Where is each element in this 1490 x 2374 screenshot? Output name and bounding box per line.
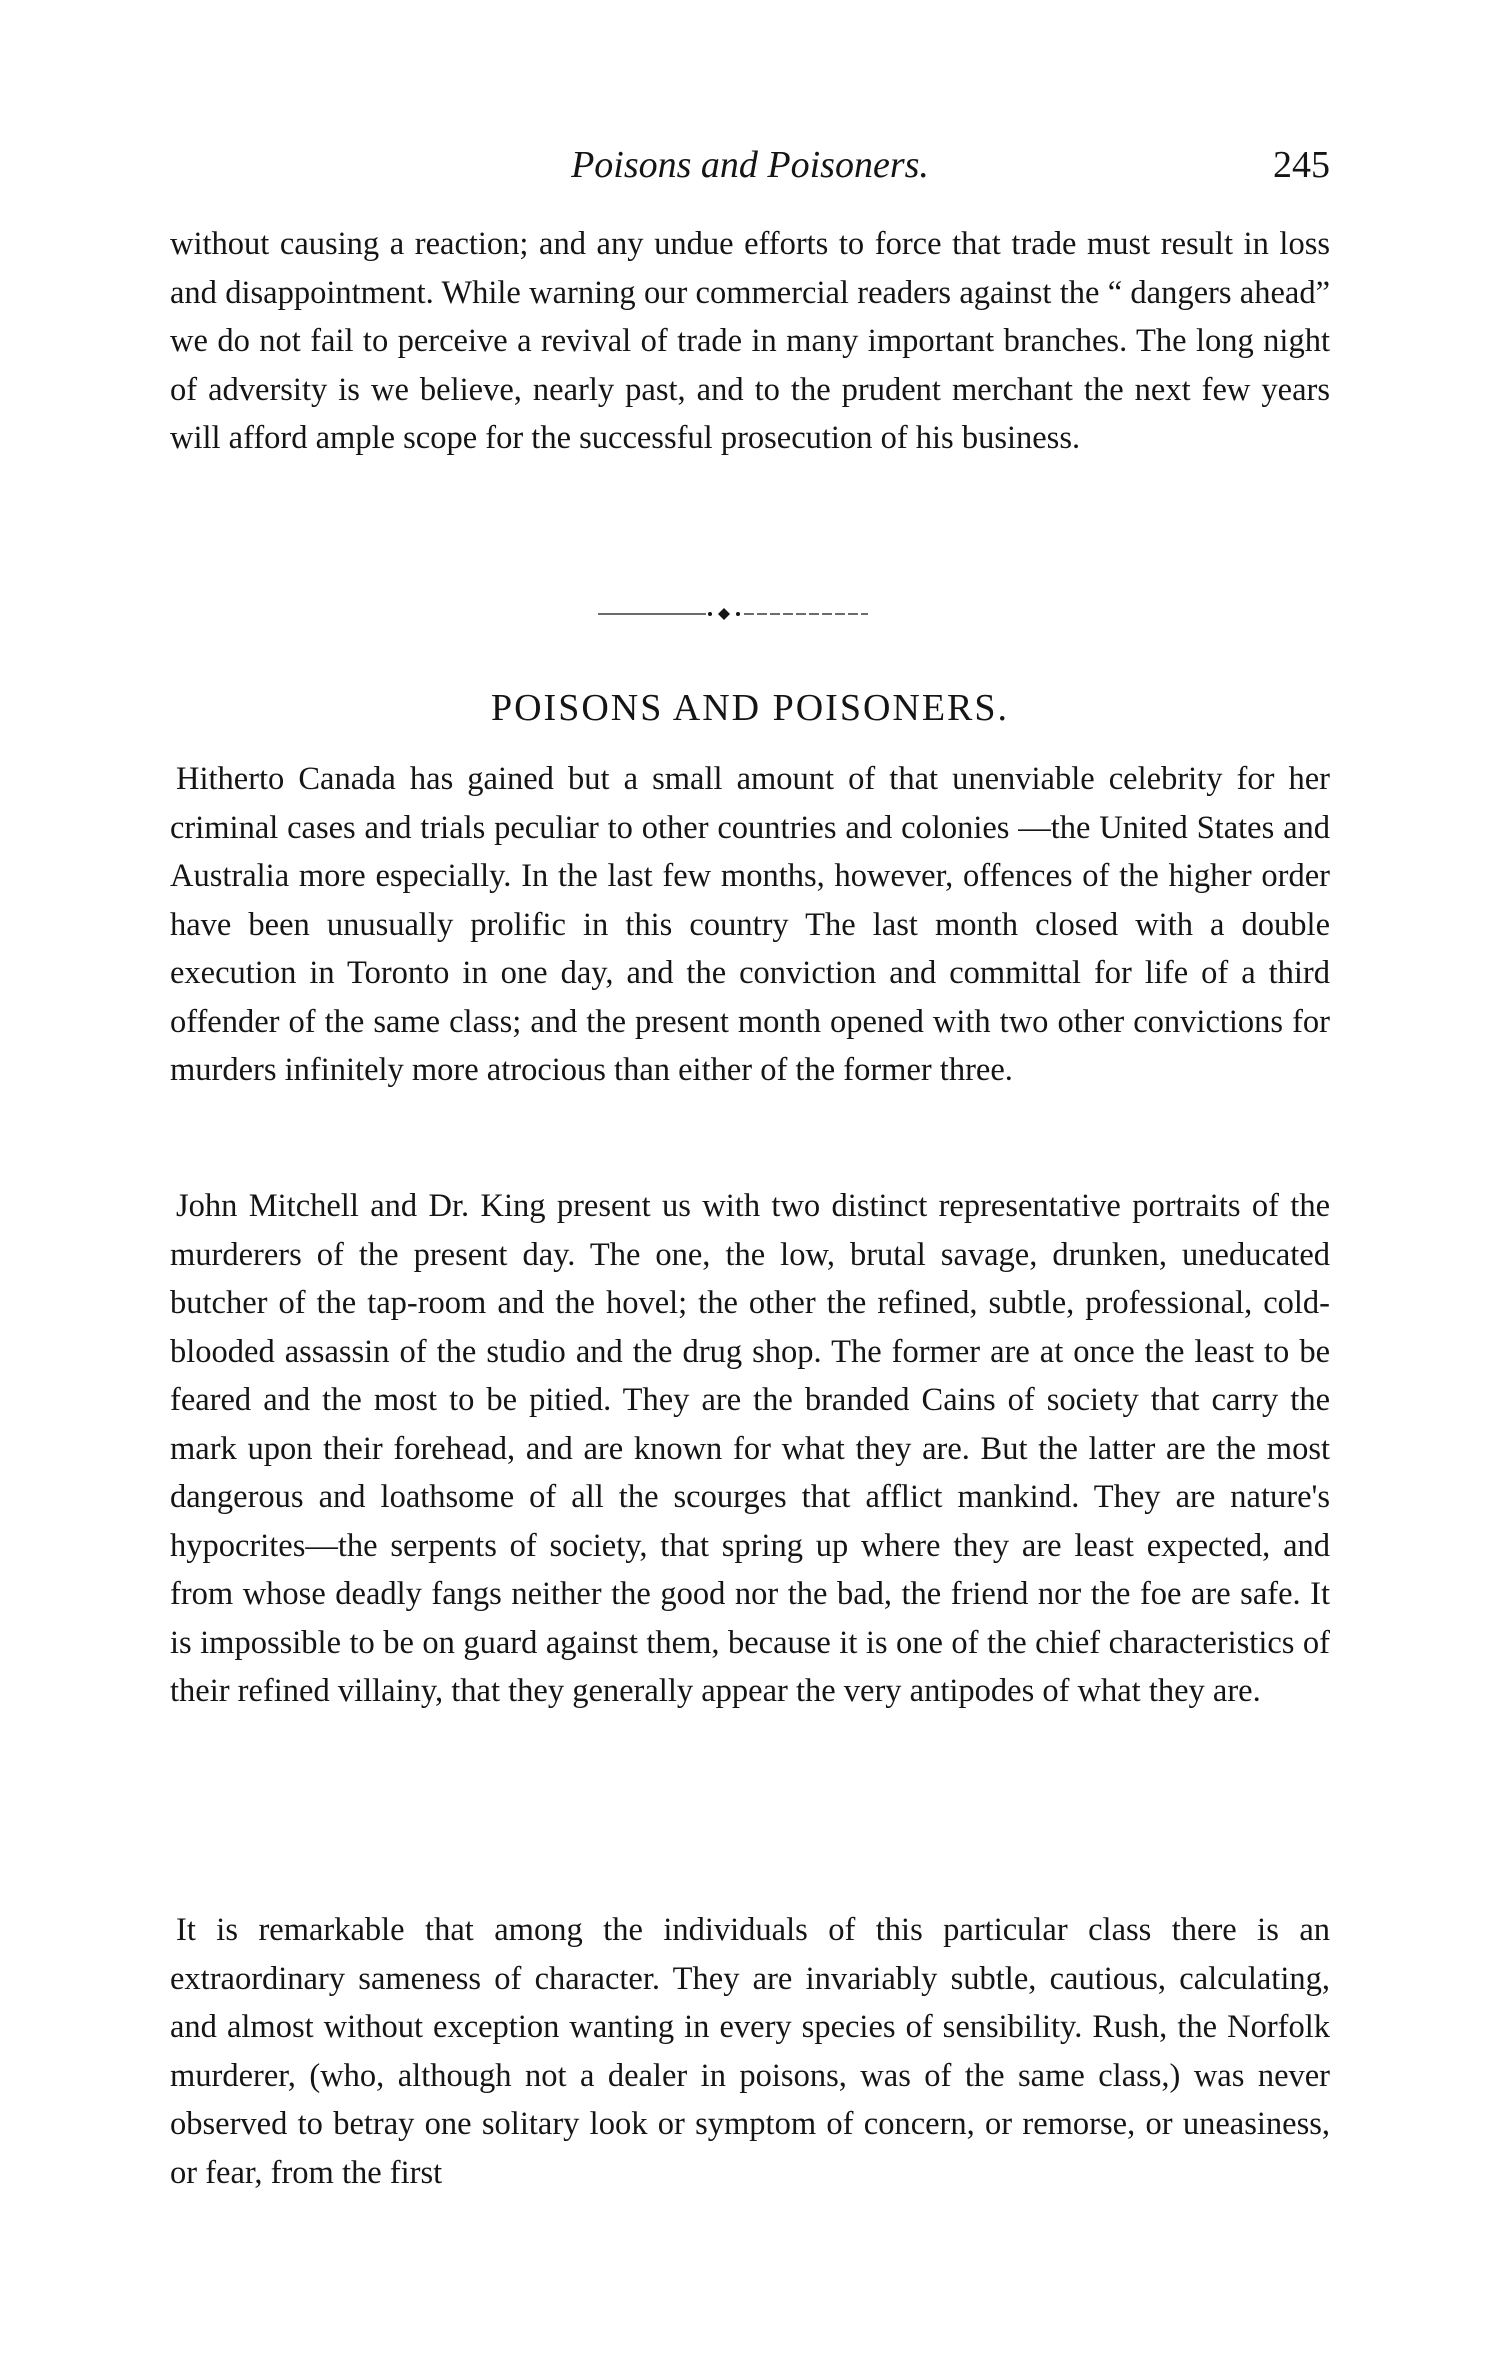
paragraph-text: Hitherto Canada has gained but a small amount of that unenviable celebrity for her criminal cases and trials peculiar to other countries and colonies —the United States and Australia more especially. In the last few months, however, offences of the higher order have been unusually prolific in this country The last month closed with a double execution in Toronto in one day, and the conviction and committal for life of a third offender of the same class; and the present month opened with two other convictions for murders infinitely more atrocious than either of the former three. [170, 761, 1330, 1088]
running-title: Poisons and Poisoners. [571, 144, 929, 186]
section-divider-ornament [598, 604, 868, 624]
article-paragraph-2 [170, 1182, 1330, 1716]
continuation-paragraph [170, 220, 1330, 463]
running-head [170, 140, 1330, 200]
article-paragraph-1 [170, 755, 1330, 1095]
paragraph-text: John Mitchell and Dr. King present us with two distinct representative portraits of the murderers of the present day. The one, the low, brutal savage, drunken, uneducated butcher of the tap-room and the hovel; the other the refined, subtle, professional, cold-blooded assassin of the studio and the drug shop. The former are at once the least to be feared and the most to be pitied. They are the branded Cains of society that carry the mark upon their forehead, and are known for what they are. But the latter are the most dangerous and loathsome of all the scourges that afflict mankind. They are nature's hypocrites—the serpents of society, that spring up where they are least expected, and from whose deadly fangs neither the good nor the bad, the friend nor the foe are safe. It is impossible to be on guard against them, because it is one of the chief characteristics of their refined villainy, that they generally appear the very antipodes of what they are. [170, 1188, 1330, 1709]
page-number: 245 [1273, 144, 1330, 186]
paragraph-text: It is remarkable that among the individuals of this particular class there is an extraordinary sameness of character. They are invariably subtle, cautious, calculating, and almost without exception wanting in every species of sensibility. Rush, the Norfolk murderer, (who, although not a dealer in poisons, was of the same class,) was never observed to betray one solitary look or symptom of concern, or remorse, or uneasiness, or fear, from the first [170, 1912, 1330, 2191]
article-paragraph-3 [170, 1906, 1330, 2197]
article-title: POISONS AND POISONERS. [490, 687, 1010, 729]
paragraph-text: without causing a reaction; and any undue efforts to force that trade must result in loss and disappointment. While warning our commercial readers against the “ dangers ahead” we do not fail to perceive a revival of trade in many important branches. The long night of adversity is we believe, nearly past, and to the prudent merchant the next few years will afford ample scope for the successful prosecution of his business. [170, 226, 1330, 456]
